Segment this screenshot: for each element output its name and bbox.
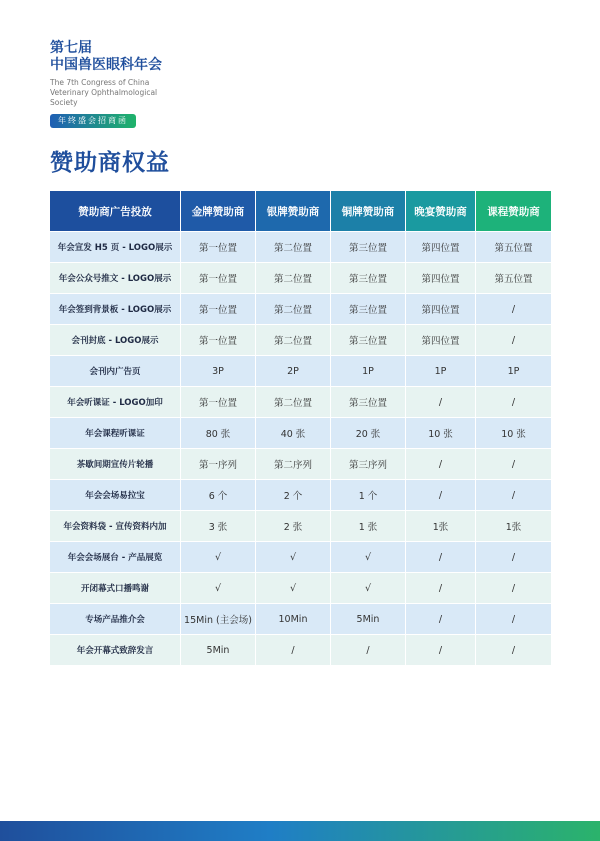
course-cell: / [476, 325, 552, 356]
course-cell: / [476, 604, 552, 635]
gold-cell: 第一位置 [181, 294, 256, 325]
table-row [50, 294, 552, 325]
bronze-cell: / [331, 635, 406, 666]
silver-cell: √ [256, 542, 331, 573]
silver-cell: 第二序列 [256, 449, 331, 480]
benefit-label: 年会会场展台 - 产品展览 [50, 542, 181, 573]
benefit-label: 开闭幕式口播鸣谢 [50, 573, 181, 604]
banquet-cell: / [406, 542, 476, 573]
bronze-cell: 第三位置 [331, 232, 406, 263]
banquet-cell: 10 张 [406, 418, 476, 449]
footer-gradient-bar [0, 821, 600, 841]
course-cell: 第五位置 [476, 232, 552, 263]
silver-cell: 10Min [256, 604, 331, 635]
course-cell: 1张 [476, 511, 552, 542]
table-row [50, 604, 552, 635]
gold-cell: 第一序列 [181, 449, 256, 480]
table-row [50, 356, 552, 387]
table-row [50, 449, 552, 480]
bronze-cell: 第三位置 [331, 387, 406, 418]
gold-cell: 6 个 [181, 480, 256, 511]
congress-title-line2: 中国兽医眼科年会 [50, 57, 162, 73]
course-cell: 第五位置 [476, 263, 552, 294]
table-row [50, 263, 552, 294]
gold-cell: 3P [181, 356, 256, 387]
gold-cell: 第一位置 [181, 325, 256, 356]
benefit-label: 年会签到背景板 - LOGO展示 [50, 294, 181, 325]
course-cell: / [476, 573, 552, 604]
silver-cell: 第二位置 [256, 263, 331, 294]
benefit-label: 年会开幕式致辞发言 [50, 635, 181, 666]
column-header-gold: 金牌赞助商 [181, 191, 256, 232]
benefit-label: 年会会场易拉宝 [50, 480, 181, 511]
column-header-banquet: 晚宴赞助商 [406, 191, 476, 232]
bronze-cell: 1 个 [331, 480, 406, 511]
silver-cell: / [256, 635, 331, 666]
silver-cell: 2 张 [256, 511, 331, 542]
table-row [50, 511, 552, 542]
course-cell: / [476, 387, 552, 418]
column-header-bronze: 铜牌赞助商 [331, 191, 406, 232]
silver-cell: 2 个 [256, 480, 331, 511]
banquet-cell: 第四位置 [406, 325, 476, 356]
course-cell: / [476, 449, 552, 480]
bronze-cell: 5Min [331, 604, 406, 635]
banquet-cell: / [406, 480, 476, 511]
bronze-cell: 20 张 [331, 418, 406, 449]
gold-cell: 5Min [181, 635, 256, 666]
silver-cell: √ [256, 573, 331, 604]
table-header-row [50, 191, 552, 232]
gold-cell: 3 张 [181, 511, 256, 542]
course-cell: 1P [476, 356, 552, 387]
sponsor-benefits-table [50, 191, 552, 666]
benefit-label: 年会宣发 H5 页 - LOGO展示 [50, 232, 181, 263]
gold-cell: 第一位置 [181, 263, 256, 294]
table-row [50, 418, 552, 449]
gold-cell: 第一位置 [181, 387, 256, 418]
silver-cell: 第二位置 [256, 325, 331, 356]
congress-title-english: The 7th Congress of China Veterinary Ophthalmological Society [50, 78, 158, 107]
course-cell: / [476, 635, 552, 666]
table-row [50, 480, 552, 511]
bronze-cell: 第三位置 [331, 263, 406, 294]
column-header-ad-item: 赞助商广告投放 [50, 191, 181, 232]
banquet-cell: / [406, 573, 476, 604]
congress-title-line1: 第七届 [50, 40, 92, 56]
banquet-cell: 1张 [406, 511, 476, 542]
invitation-badge: 年终盛会招商函 [50, 114, 136, 128]
table-row [50, 325, 552, 356]
benefit-label: 专场产品推介会 [50, 604, 181, 635]
table-row [50, 542, 552, 573]
benefit-label: 年会公众号推文 - LOGO展示 [50, 263, 181, 294]
banquet-cell: 1P [406, 356, 476, 387]
benefit-label: 会刊封底 - LOGO展示 [50, 325, 181, 356]
benefit-label: 年会资料袋 - 宣传资料内加 [50, 511, 181, 542]
silver-cell: 第二位置 [256, 232, 331, 263]
bronze-cell: 1 张 [331, 511, 406, 542]
table-row [50, 232, 552, 263]
course-cell: / [476, 542, 552, 573]
silver-cell: 2P [256, 356, 331, 387]
banquet-cell: 第四位置 [406, 294, 476, 325]
gold-cell: √ [181, 542, 256, 573]
gold-cell: 第一位置 [181, 232, 256, 263]
banquet-cell: 第四位置 [406, 232, 476, 263]
bronze-cell: 第三序列 [331, 449, 406, 480]
course-cell: / [476, 294, 552, 325]
congress-header [50, 40, 250, 128]
silver-cell: 第二位置 [256, 387, 331, 418]
bronze-cell: √ [331, 573, 406, 604]
benefit-label: 茶歇间期宣传片轮播 [50, 449, 181, 480]
table-row [50, 387, 552, 418]
table-row [50, 635, 552, 666]
gold-cell: √ [181, 573, 256, 604]
benefit-label: 会刊内广告页 [50, 356, 181, 387]
bronze-cell: 1P [331, 356, 406, 387]
table-row [50, 573, 552, 604]
banquet-cell: 第四位置 [406, 263, 476, 294]
gold-cell: 15Min (主会场) [181, 604, 256, 635]
gold-cell: 80 张 [181, 418, 256, 449]
column-header-course: 课程赞助商 [476, 191, 552, 232]
course-cell: 10 张 [476, 418, 552, 449]
benefit-label: 年会听课证 - LOGO加印 [50, 387, 181, 418]
bronze-cell: 第三位置 [331, 325, 406, 356]
course-cell: / [476, 480, 552, 511]
bronze-cell: √ [331, 542, 406, 573]
silver-cell: 40 张 [256, 418, 331, 449]
banquet-cell: / [406, 387, 476, 418]
banquet-cell: / [406, 635, 476, 666]
banquet-cell: / [406, 449, 476, 480]
bronze-cell: 第三位置 [331, 294, 406, 325]
column-header-silver: 银牌赞助商 [256, 191, 331, 232]
banquet-cell: / [406, 604, 476, 635]
benefit-label: 年会课程听课证 [50, 418, 181, 449]
silver-cell: 第二位置 [256, 294, 331, 325]
page-title: 赞助商权益 [50, 150, 170, 176]
